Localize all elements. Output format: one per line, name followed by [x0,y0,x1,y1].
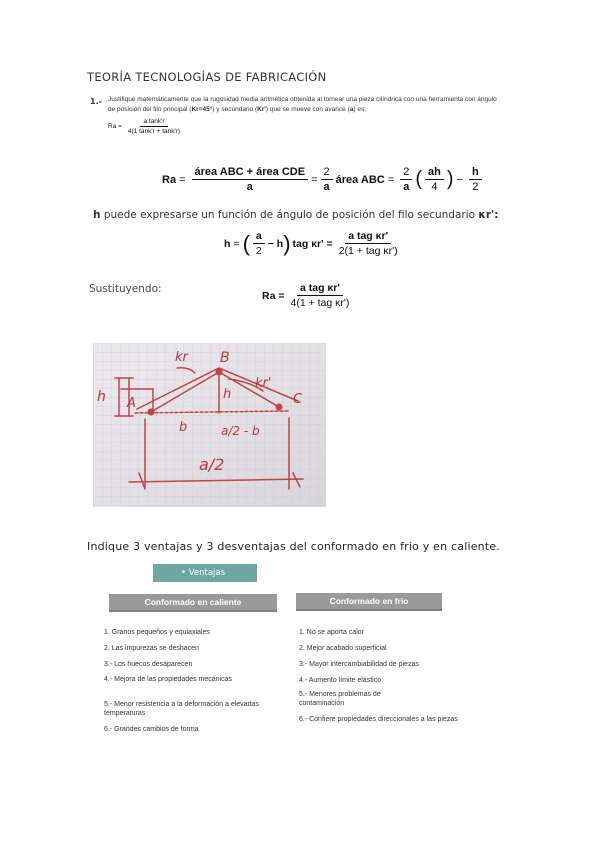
formula-numerator: a tank'r [140,118,167,127]
sketch-label-kr: kr [175,350,188,365]
eq1-frac1 [192,166,309,193]
h-explanation-text: puede expresarse un función de ángulo de posición del filo secundario [100,209,479,221]
h-explanation [93,209,498,221]
eq1-equals: = [387,173,395,186]
eq2-minus-h: − h [267,237,284,250]
equation-2 [224,230,404,257]
eq1-equals: = [179,173,186,186]
eq3-den: 4(1 + tag κr') [290,297,350,309]
eq2-inner-den: 2 [255,245,262,257]
q1-a-symbol: a [349,106,354,113]
list-item: 6.- Confiere propiedades direccionales a las piezas [299,716,458,723]
minus-sign: − [456,173,463,186]
q1-kr: Kr=45° [191,106,213,113]
list-item: 2. Las impurezas se deshacen [104,645,199,652]
handwritten-sketch-photo [93,343,326,507]
question-number: 1.- [90,97,102,106]
eq1-inner-num: ah [425,166,444,180]
sketch-label-A: A [127,396,136,411]
eq1-lhs: Ra [162,173,177,186]
q1-kr-prime: Kr' [257,106,266,113]
formula-lhs: Ra = [108,123,122,130]
equation-1 [162,166,485,193]
kappa-symbol: κr': [478,209,499,221]
caliente-header: Conformado en caliente [109,594,277,612]
sketch-label-h-left: h [97,389,106,405]
sketch-label-kr-prime: kr' [255,376,272,391]
q1-text-part: Justifique matemáticamente que la rugosidad media aritmética obtenida al tornear una pieza cilíndrica con una herramienta con ángulo de posición del filo principal ( [108,96,497,113]
eq1-frac1-den: a [246,181,253,193]
eq1-mid: área ABC [335,173,385,186]
frio-list [299,628,459,738]
list-item: 4.- Mejora de las propiedades mecánicas [104,676,233,683]
substituting-label: Sustituyendo: [89,283,162,295]
eq3-lhs: Ra = [262,289,285,302]
sketch-label-B: B [220,350,230,366]
point-A [148,409,155,416]
eq2-rhs [336,230,401,257]
sketch-label-a2b: a/2 - b [221,424,260,438]
q1-text-part: ) es: [353,106,367,113]
eq3-num: a tag κr' [297,282,343,296]
sketch-svg [93,343,326,507]
eq1-frac3-den: a [403,181,410,193]
eq1-frac2-num: 2 [321,166,333,180]
formula-denominator: 4(1 tank'r + tank'r) [127,128,181,135]
eq1-equals: = [311,173,318,186]
eq2-inner [253,230,265,257]
eq2-equals: = [233,237,240,250]
paren-open: ( [242,230,250,256]
frio-header: Conformado en frio [296,593,442,611]
eq1-inner [425,166,444,193]
list-item: 3.- Mayor intercambiabilidad de piezas [299,661,419,668]
list-item: 2. Mejor acabado superficial [299,645,387,652]
h-symbol: h [93,209,101,221]
eq1-frac2-den: a [323,181,330,193]
eq2-inner-num: a [253,230,265,244]
q1-text-part: ) y secundario ( [212,106,258,113]
eq2-rhs-num: a tag κr' [345,230,391,244]
eq1-frac4-den: 2 [472,181,479,193]
eq1-inner-den: 4 [431,181,438,193]
formula-statement [108,118,186,135]
list-item: 1. No se aporta calor [299,629,364,636]
list-item: 5.- Menores problemas de contaminación [299,691,381,707]
point-B [216,369,223,376]
paren-open: ( [415,168,422,190]
list-item: 5.- Menor resistencia a la deformación a elevadas temperaturas [104,701,259,717]
eq1-frac4 [469,166,482,193]
eq1-frac2 [321,166,333,193]
eq1-frac4-num: h [469,166,482,180]
sketch-label-h-mid: h [223,387,232,402]
sketch-label-a2: a/2 [199,455,225,474]
q1-text-part: ) que se mueve con avance ( [265,106,350,113]
list-item: 3.- Los huecos desaparecen [104,661,193,668]
paren-close: ) [283,230,291,256]
eq3-frac [287,282,352,309]
question-2-text: Indique 3 ventajas y 3 desventajas del conformado en frio y en caliente. [87,540,501,553]
eq2-rhs-den: 2(1 + tag κr') [338,245,398,257]
ventajas-tab: • Ventajas [153,564,257,582]
list-item: 1. Granos pequeños y equiaxiales [104,629,210,636]
eq1-frac1-num: área ABC + área CDE [192,166,309,180]
caliente-list [104,628,274,738]
eq1-frac3 [400,166,412,193]
list-item: 4.- Aumento límite elástico [299,677,382,684]
eq2-tag: tag κr' = [292,237,333,250]
equation-3 [262,282,355,309]
list-item: 6.- Grandes cambios de forma [104,726,199,733]
eq2-lhs: h [224,237,231,250]
point-C [276,404,283,411]
question-1-text [108,95,503,115]
eq1-frac3-num: 2 [400,166,412,180]
page-title: TEORÍA TECNOLOGÍAS DE FABRICACIÓN [87,70,327,84]
formula-fraction [125,118,183,135]
sketch-label-b: b [179,420,188,435]
sketch-label-C: C [293,392,303,407]
paren-close: ) [446,168,454,190]
